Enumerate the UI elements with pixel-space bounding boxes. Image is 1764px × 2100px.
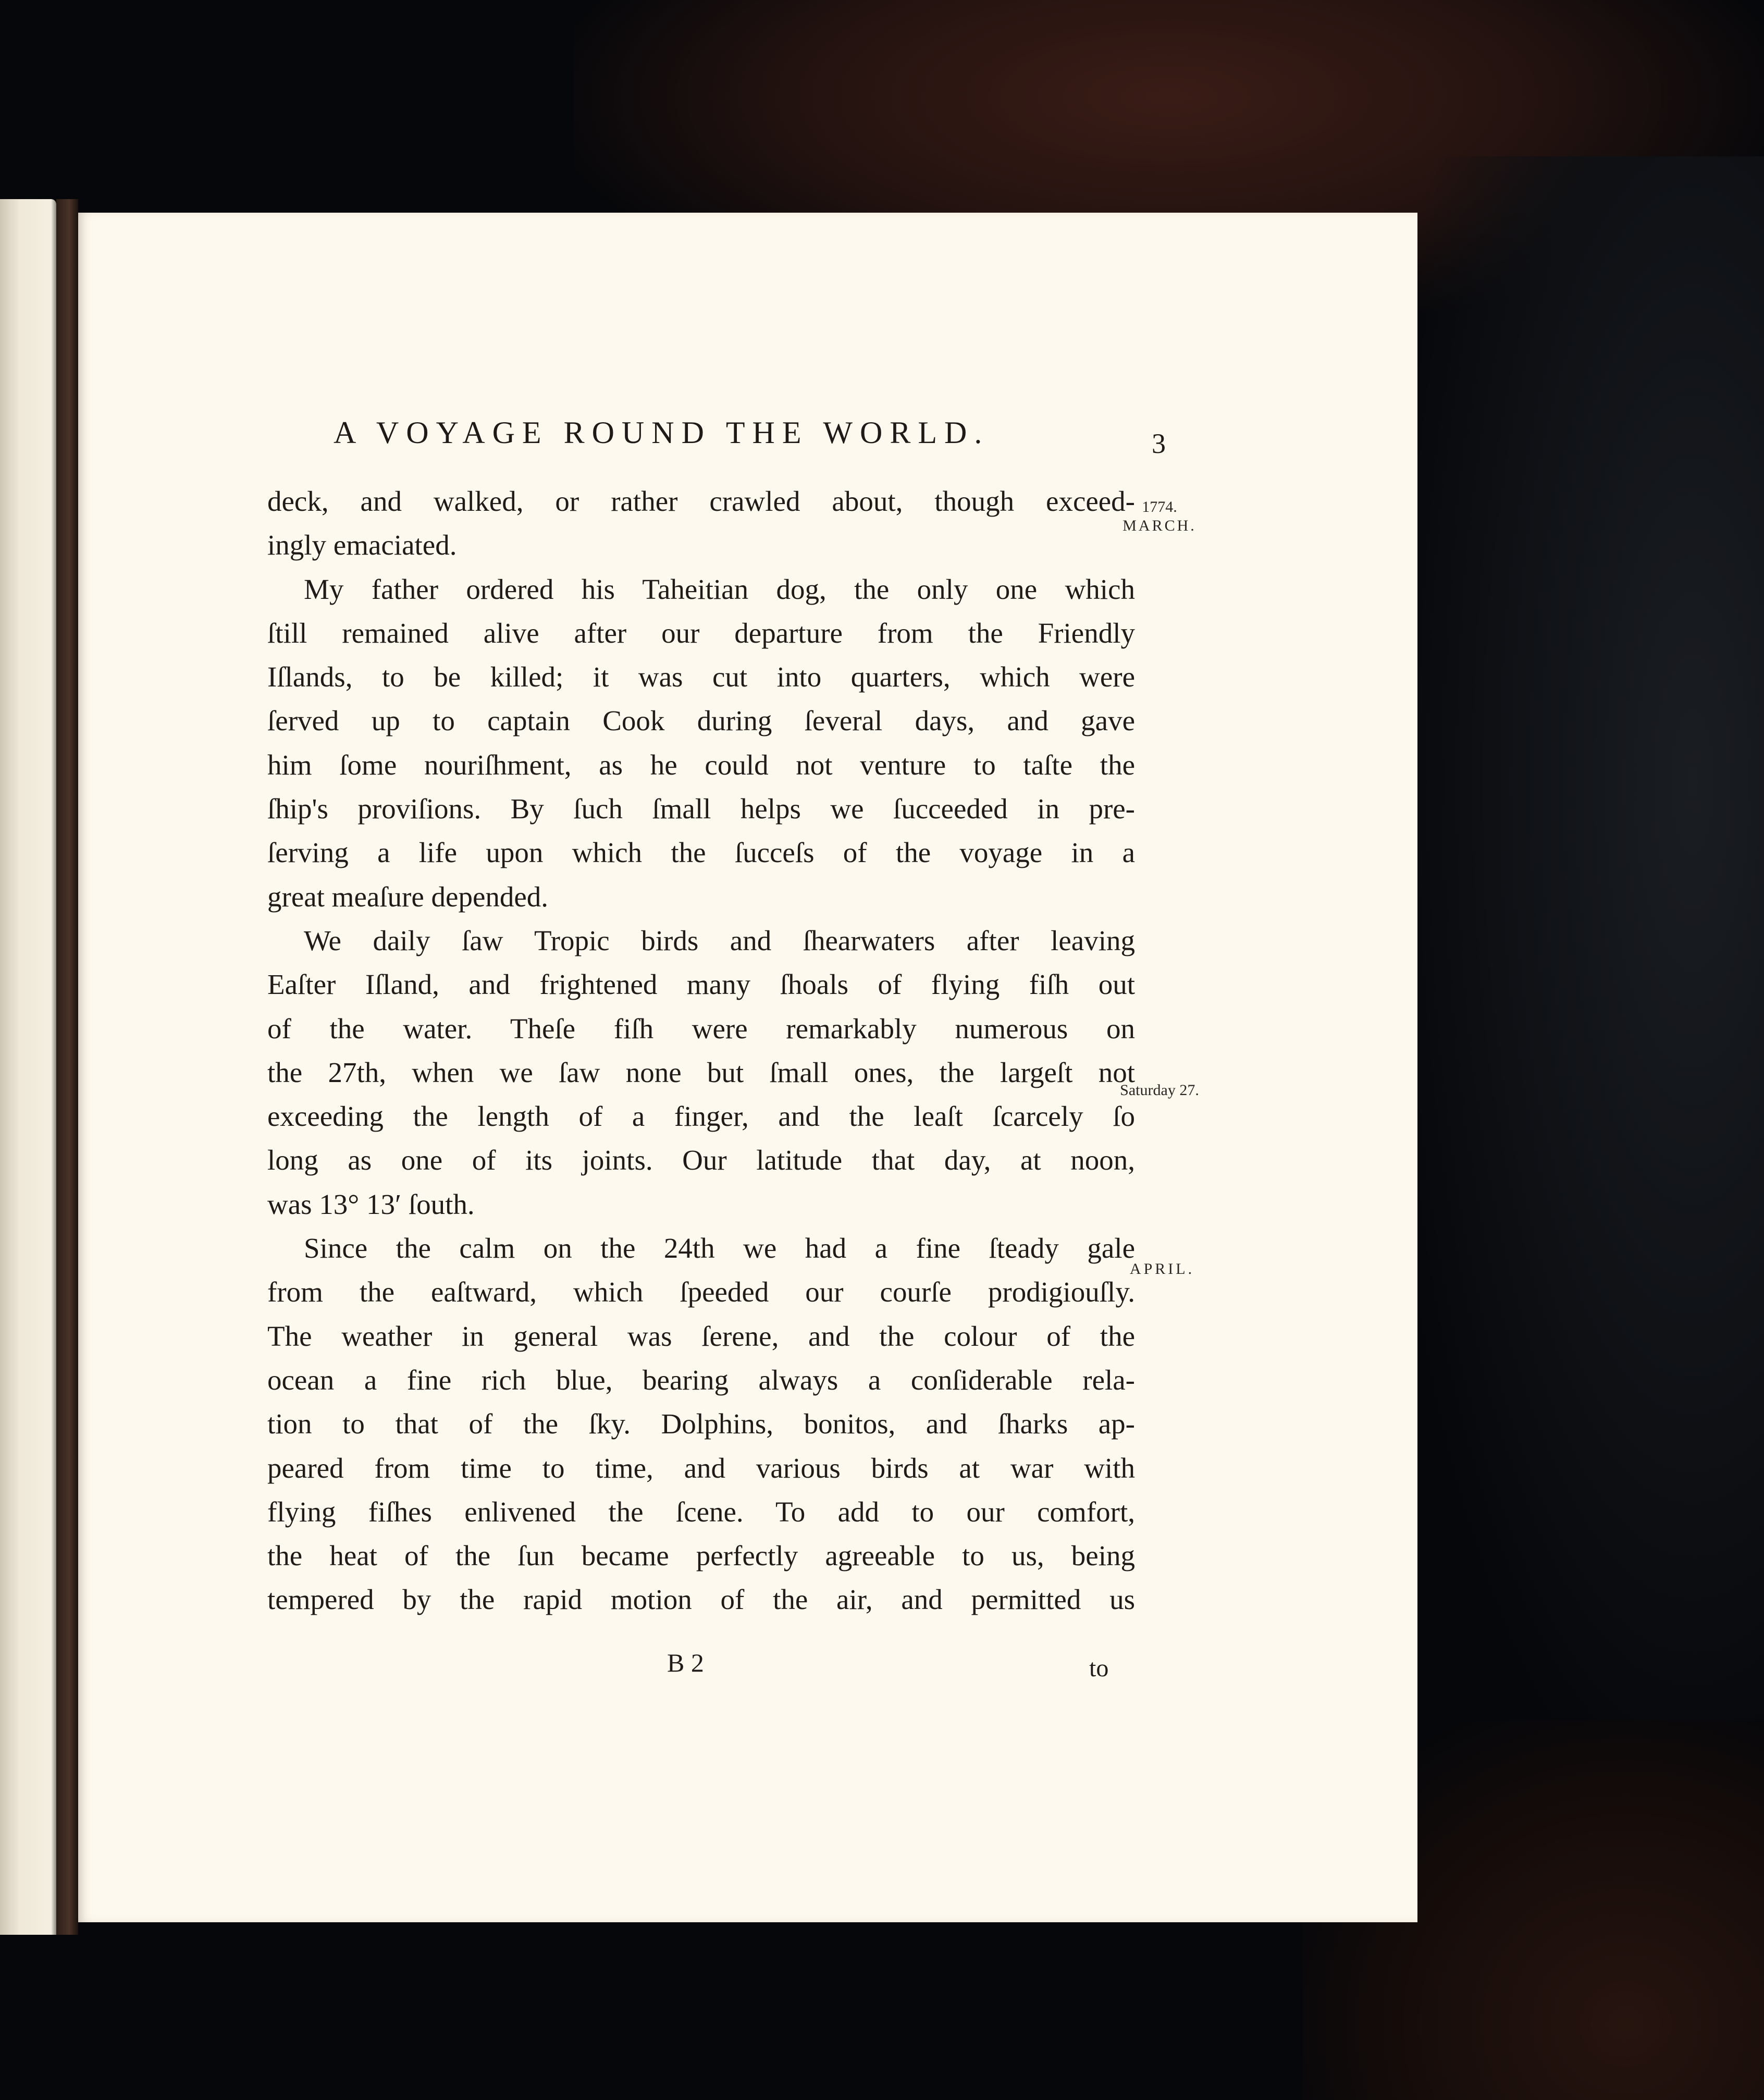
text-line: ocean a fine rich blue, bearing always a conſiderable rela- — [267, 1364, 1135, 1396]
background-shadow — [1407, 156, 1764, 1720]
text-line: We daily ſaw Tropic birds and ſhearwaters after leaving — [304, 924, 1135, 956]
page-number: 3 — [1152, 428, 1166, 459]
signature-mark: B 2 — [667, 1648, 704, 1677]
catchword: to — [1089, 1654, 1109, 1682]
text-line: the 27th, when we ſaw none but ſmall ones, the largeſt not — [267, 1056, 1135, 1088]
text-line: My father ordered his Taheitian dog, the only one which — [304, 573, 1135, 605]
book-gutter — [56, 199, 78, 1935]
text-line: tion to that of the ſky. Dolphins, bonitos, and ſharks ap- — [267, 1408, 1135, 1440]
text-line: long as one of its joints. Our latitude that day, at noon, — [267, 1144, 1135, 1176]
text-line: tempered by the rapid motion of the air, and permitted us — [267, 1583, 1135, 1616]
margin-note-month: MARCH. — [1122, 517, 1196, 534]
text-line: ſtill remained alive after our departure from the Friendly — [267, 617, 1135, 649]
text-line: him ſome nouriſhment, as he could not venture to taſte the — [267, 748, 1135, 781]
text-line: of the water. Theſe fiſh were remarkably numerous on — [267, 1012, 1135, 1045]
facing-page-edge — [0, 199, 56, 1935]
text-line: Since the calm on the 24th we had a fine ſteady gale — [304, 1232, 1135, 1264]
body-text — [267, 480, 1135, 1622]
text-line: ingly emaciated. — [267, 529, 457, 561]
text-line: the heat of the ſun became perfectly agreeable to us, being — [267, 1540, 1135, 1572]
text-line: ſerving a life upon which the ſucceſs of the voyage in a — [267, 837, 1135, 869]
text-line: peared from time to time, and various birds at war with — [267, 1452, 1135, 1484]
text-line: great meaſure depended. — [267, 880, 549, 913]
text-line: was 13° 13′ ſouth. — [267, 1188, 475, 1220]
text-line: deck, and walked, or rather crawled about, though exceed- — [267, 485, 1135, 517]
text-line: Eaſter Iſland, and frightened many ſhoals of flying fiſh out — [267, 968, 1135, 1001]
text-line: from the eaſtward, which ſpeeded our courſe prodigiouſly. — [267, 1276, 1135, 1308]
text-line: Iſlands, to be killed; it was cut into quarters, which were — [267, 661, 1135, 693]
margin-note-april: APRIL. — [1129, 1260, 1195, 1278]
margin-note-day: Saturday 27. — [1120, 1082, 1199, 1099]
text-line: The weather in general was ſerene, and the colour of the — [267, 1320, 1135, 1352]
running-title: A VOYAGE ROUND THE WORLD. — [334, 415, 990, 450]
text-line: ſerved up to captain Cook during ſeveral days, and gave — [267, 705, 1135, 737]
text-line: exceeding the length of a finger, and the leaſt ſcarcely ſo — [267, 1100, 1135, 1133]
book-page — [78, 213, 1417, 1922]
text-line: flying fiſhes enlivened the ſcene. To add to our comfort, — [267, 1495, 1135, 1528]
margin-note-year: 1774. — [1142, 498, 1177, 515]
text-line: ſhip's proviſions. By ſuch ſmall helps we ſucceeded in pre- — [267, 793, 1135, 825]
